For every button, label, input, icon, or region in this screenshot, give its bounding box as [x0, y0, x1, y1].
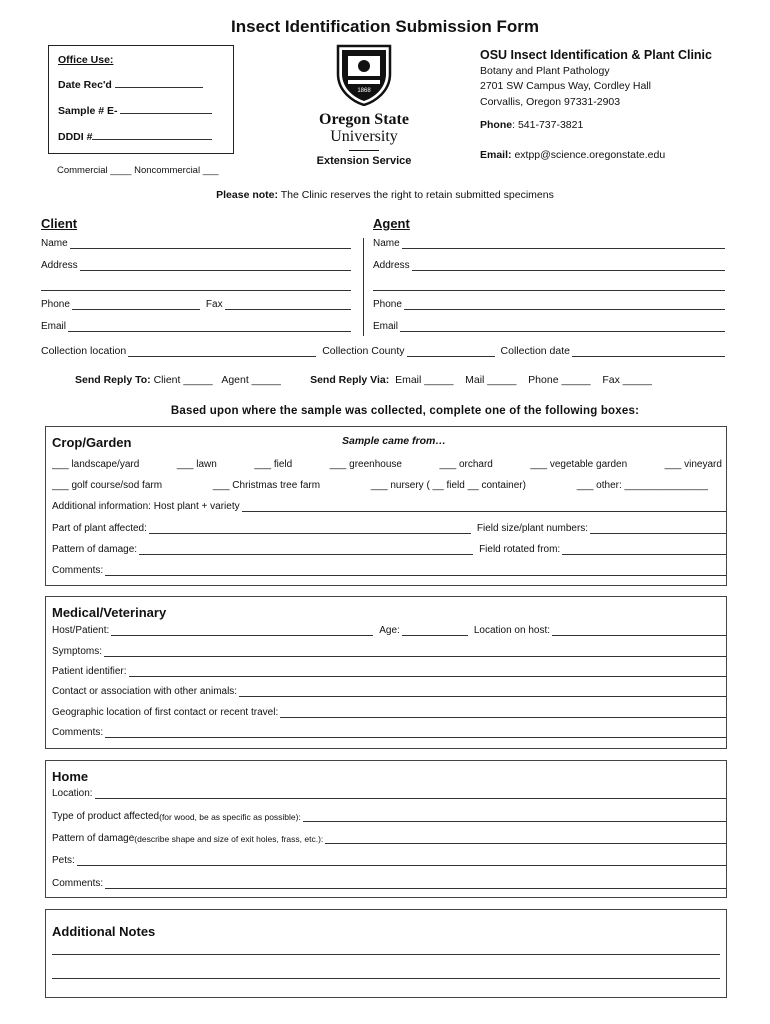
- collection-county-label: Collection County: [322, 345, 405, 357]
- opt-lawn[interactable]: ___ lawn: [176, 459, 217, 470]
- client-name-field[interactable]: [70, 239, 351, 249]
- osu-shield-icon: [334, 44, 394, 106]
- office-use-heading: Office Use:: [58, 54, 114, 66]
- clinic-email[interactable]: extpp@science.oregonstate.edu: [514, 148, 666, 161]
- box-instruction: Based upon where the sample was collected, complete one of the following boxes:: [170, 405, 640, 417]
- reply-via-email[interactable]: Email _____: [395, 374, 454, 386]
- office-use-box: [48, 45, 234, 154]
- logo-line3: Extension Service: [316, 155, 412, 167]
- clinic-address: 2701 SW Campus Way, Cordley Hall: [480, 80, 651, 92]
- logo-year: 1868: [357, 88, 371, 94]
- collection-location-field[interactable]: [128, 347, 316, 357]
- form-title: Insect Identification Submission Form: [231, 17, 539, 36]
- additional-notes-box: [45, 909, 727, 998]
- agent-phone-field[interactable]: [404, 300, 725, 310]
- home-location-label: Location:: [52, 788, 93, 799]
- geo-location-label: Geographic location of first contact or recent travel:: [52, 707, 279, 718]
- agent-heading: Agent: [373, 216, 410, 231]
- client-name-label: Name: [41, 238, 68, 249]
- agent-email-label: Email: [373, 321, 399, 332]
- client-email-field[interactable]: [68, 322, 351, 332]
- reply-via-phone[interactable]: Phone _____: [528, 374, 591, 386]
- agent-name-label: Name: [373, 238, 400, 249]
- client-address-field[interactable]: [80, 261, 351, 271]
- age-field[interactable]: [402, 626, 468, 636]
- reply-to-client[interactable]: Client _____: [153, 374, 213, 386]
- host-patient-label: Host/Patient:: [52, 625, 110, 636]
- agent-name-field[interactable]: [402, 239, 725, 249]
- field-size-field[interactable]: [590, 524, 726, 534]
- medical-box: [45, 596, 727, 749]
- pets-label: Pets:: [52, 855, 75, 866]
- crop-garden-box: [45, 426, 727, 586]
- collection-location-label: Collection location: [41, 345, 127, 357]
- notes-title: Additional Notes: [52, 924, 156, 939]
- home-comments-field[interactable]: [105, 879, 726, 889]
- dddi-field[interactable]: [92, 130, 212, 140]
- part-affected-label: Part of plant affected:: [52, 523, 147, 534]
- host-plant-field[interactable]: [242, 502, 726, 512]
- symptoms-label: Symptoms:: [52, 646, 103, 657]
- client-phone-field[interactable]: [72, 300, 200, 310]
- clinic-name: OSU Insect Identification & Plant Clinic: [480, 48, 712, 62]
- part-affected-field[interactable]: [149, 524, 471, 534]
- reply-options: [75, 374, 652, 386]
- osu-logo: [312, 44, 416, 174]
- contact-animals-field[interactable]: [239, 687, 726, 697]
- home-pattern-note: (describe shape and size of exit holes, frass, etc.):: [134, 834, 324, 844]
- agent-address-field[interactable]: [412, 261, 725, 271]
- home-comments-label: Comments:: [52, 878, 104, 889]
- crop-comments-label: Comments:: [52, 565, 104, 576]
- crop-title: Crop/Garden: [52, 435, 132, 450]
- opt-other[interactable]: ___ other: _______________: [576, 480, 708, 491]
- client-address-label: Address: [41, 260, 78, 271]
- logo-line2: University: [330, 128, 398, 145]
- logo-line1: Oregon State: [319, 111, 409, 128]
- opt-vegetable-garden[interactable]: ___ vegetable garden: [530, 459, 628, 470]
- opt-golf-course[interactable]: ___ golf course/sod farm: [52, 480, 163, 491]
- medical-comments-field[interactable]: [105, 728, 726, 738]
- clinic-dept: Botany and Plant Pathology: [480, 64, 610, 77]
- sample-number-label: Sample # E-: [58, 105, 118, 117]
- retain-note: [0, 189, 770, 201]
- home-box: [45, 760, 727, 898]
- date-received-field[interactable]: [115, 78, 203, 88]
- agent-email-field[interactable]: [400, 322, 725, 332]
- pets-field[interactable]: [77, 856, 726, 866]
- clinic-phone-label: Phone: [480, 119, 513, 131]
- home-pattern-field[interactable]: [325, 834, 726, 844]
- host-plant-label: Additional information: Host plant + variety: [52, 501, 240, 512]
- crop-pattern-field[interactable]: [139, 545, 473, 555]
- client-agent-divider: [363, 238, 364, 336]
- client-fax-field[interactable]: [225, 300, 351, 310]
- note-text: The Clinic reserves the right to retain submitted specimens: [280, 189, 554, 201]
- product-type-note: (for wood, be as specific as possible):: [159, 812, 301, 822]
- crop-options-row2: [52, 480, 708, 491]
- collection-date-field[interactable]: [572, 347, 725, 357]
- agent-address-label: Address: [373, 260, 410, 271]
- opt-greenhouse[interactable]: ___ greenhouse: [329, 459, 402, 470]
- host-patient-field[interactable]: [111, 626, 373, 636]
- crop-pattern-label: Pattern of damage:: [52, 544, 138, 555]
- client-phone-label: Phone: [41, 299, 70, 310]
- clinic-email-label: Email:: [480, 148, 512, 161]
- sample-number-field[interactable]: [120, 104, 212, 114]
- reply-via-label: Send Reply Via:: [310, 374, 390, 386]
- note-label: Please note:: [216, 189, 278, 201]
- contact-animals-label: Contact or association with other animals:: [52, 686, 238, 697]
- home-location-field[interactable]: [95, 789, 726, 799]
- clinic-city: Corvallis, Oregon 97331-2903: [480, 95, 621, 108]
- commercial-checkline[interactable]: Commercial ____ Noncommercial ___: [57, 165, 219, 176]
- client-fax-label: Fax: [205, 299, 223, 310]
- reply-to-agent[interactable]: Agent _____: [221, 374, 281, 386]
- location-on-host-field[interactable]: [552, 626, 726, 636]
- product-type-label: Type of product affected: [52, 811, 160, 822]
- collection-county-field[interactable]: [407, 347, 495, 357]
- field-size-label: Field size/plant numbers:: [476, 523, 589, 534]
- crop-comments-field[interactable]: [105, 566, 726, 576]
- opt-vineyard[interactable]: ___ vineyard: [664, 459, 722, 470]
- opt-christmas-tree[interactable]: ___ Christmas tree farm: [212, 480, 321, 491]
- agent-phone-label: Phone: [373, 299, 402, 310]
- home-pattern-label: Pattern of damage: [52, 833, 135, 844]
- medical-title: Medical/Veterinary: [52, 605, 167, 620]
- opt-nursery[interactable]: ___ nursery ( __ field __ container): [370, 480, 526, 491]
- geo-location-field[interactable]: [280, 708, 726, 718]
- opt-landscape[interactable]: ___ landscape/yard: [52, 459, 140, 470]
- location-on-host-label: Location on host:: [473, 625, 551, 636]
- crop-options-row1: [52, 459, 722, 470]
- reply-via-mail[interactable]: Mail _____: [465, 374, 517, 386]
- client-heading: Client: [41, 216, 78, 231]
- field-rotated-label: Field rotated from:: [479, 544, 561, 555]
- symptoms-field[interactable]: [104, 647, 726, 657]
- dddi-label: DDDI #: [58, 131, 93, 143]
- date-received-label: Date Rec'd: [58, 79, 112, 91]
- age-label: Age:: [379, 625, 400, 636]
- collection-date-label: Collection date: [500, 345, 570, 357]
- crop-subtitle: Sample came from…: [342, 435, 446, 447]
- reply-via-fax[interactable]: Fax _____: [602, 374, 652, 386]
- agent-address-field-2[interactable]: [373, 290, 725, 291]
- logo-divider: [349, 150, 379, 151]
- clinic-phone: 541-737-3821: [517, 119, 584, 131]
- client-email-label: Email: [41, 321, 67, 332]
- patient-id-label: Patient identifier:: [52, 666, 127, 677]
- product-type-field[interactable]: [303, 812, 726, 822]
- reply-to-label: Send Reply To:: [75, 374, 151, 386]
- opt-field[interactable]: ___ field: [254, 459, 293, 470]
- medical-comments-label: Comments:: [52, 727, 104, 738]
- field-rotated-field[interactable]: [562, 545, 726, 555]
- notes-line-2[interactable]: [52, 978, 720, 979]
- patient-id-field[interactable]: [129, 667, 727, 677]
- client-address-field-2[interactable]: [41, 290, 351, 291]
- home-title: Home: [52, 769, 89, 784]
- opt-orchard[interactable]: ___ orchard: [439, 459, 493, 470]
- clinic-info: OSU Insect Identification & Plant Clinic Botany and Plant Pathology 2701 SW Campus Way, Cordley Hall Corvallis, Oregon 97331-2903 Phone: 541-737-3821 Email: extpp@science.oregonstate.edu: [480, 48, 760, 163]
- notes-line-1[interactable]: [52, 954, 720, 955]
